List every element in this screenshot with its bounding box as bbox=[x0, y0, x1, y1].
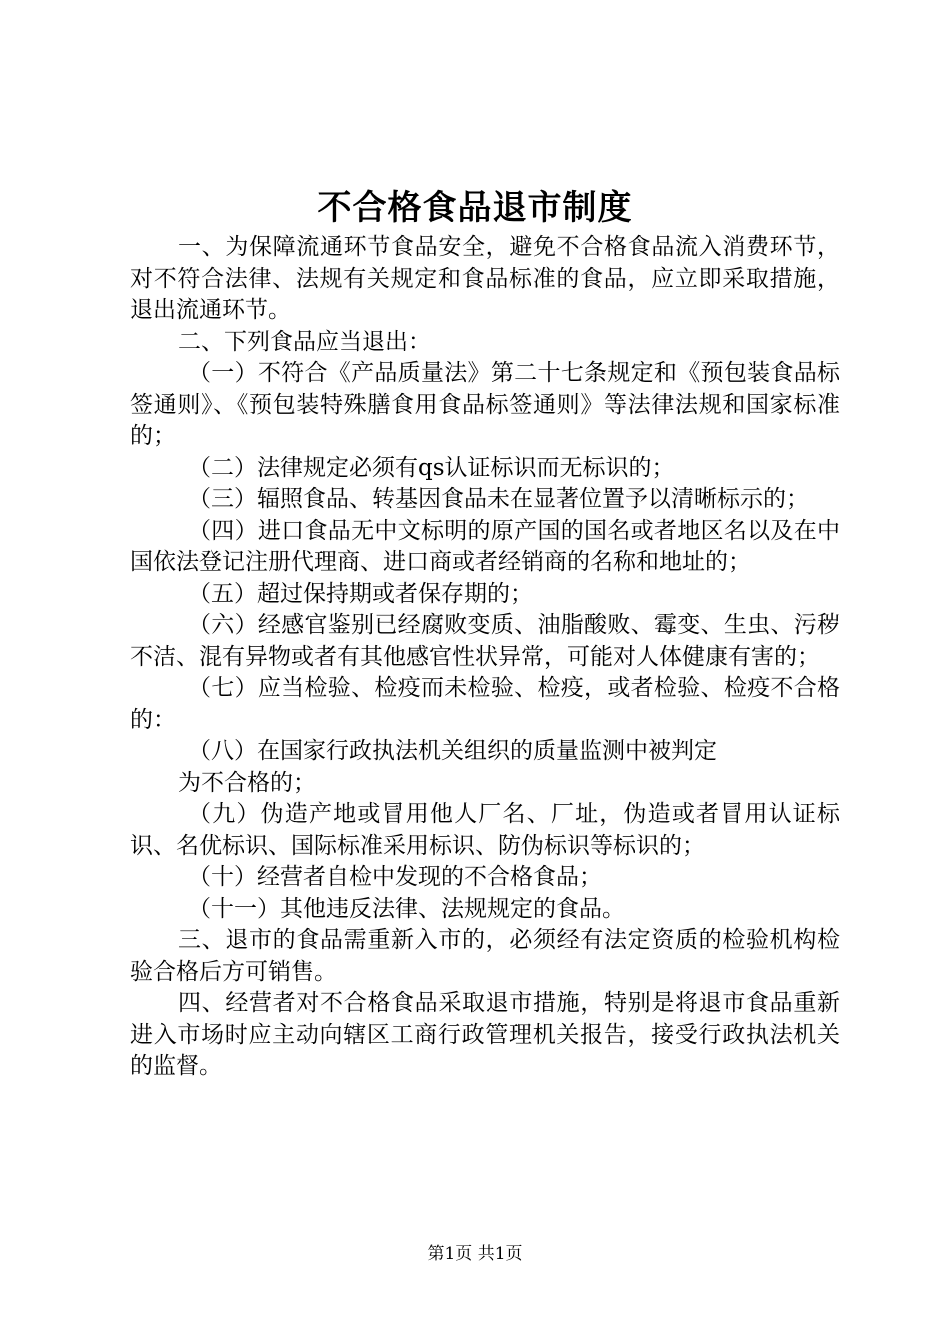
list-item: （三）辐照食品、转基因食品未在显著位置予以清晰标示的； bbox=[188, 486, 809, 512]
list-item: （八）在国家行政执法机关组织的质量监测中被判定 bbox=[188, 738, 717, 764]
paragraph: 四、经营者对不合格食品采取退市措施，特别是将退市食品重新进入市场时应主动向辖区工商行政管理机关报告，接受行政执法机关的监督。 bbox=[130, 990, 840, 1079]
paragraph: 三、退市的食品需重新入市的，必须经有法定资质的检验机构检验合格后方可销售。 bbox=[130, 927, 840, 985]
list-item: （五）超过保持期或者保存期的； bbox=[188, 580, 533, 607]
list-item: （七）应当检验、检疫而未检验、检疫，或者检验、检疫不合格的： bbox=[130, 675, 840, 733]
list-item: （十）经营者自检中发现的不合格食品； bbox=[188, 864, 602, 890]
page-footer: 第1页 共1页 bbox=[427, 1244, 523, 1264]
page-title: 不合格食品退市制度 bbox=[317, 188, 633, 228]
list-item: （十一）其他违反法律、法规规定的食品。 bbox=[188, 895, 625, 922]
document-body bbox=[130, 232, 840, 1083]
list-item: （六）经感官鉴别已经腐败变质、油脂酸败、霉变、生虫、污秽不洁、混有异物或者有其他感官性状异常，可能对人体健康有害的； bbox=[130, 612, 840, 670]
list-item: （二）法律规定必须有qs认证标识而无标识的； bbox=[188, 454, 675, 481]
list-item: （九）伪造产地或冒用他人厂名、厂址，伪造或者冒用认证标识、名优标识、国际标准采用标识、防伪标识等标识的； bbox=[130, 801, 840, 859]
list-item-continuation: 为不合格的； bbox=[178, 769, 316, 796]
list-item: （一）不符合《产品质量法》第二十七条规定和《预包装食品标签通则》、《预包装特殊膳食用食品标签通则》等法律法规和国家标准的； bbox=[130, 360, 840, 449]
paragraph: 一、为保障流通环节食品安全，避免不合格食品流入消费环节，对不符合法律、法规有关规定和食品标准的食品，应立即采取措施，退出流通环节。 bbox=[130, 234, 840, 323]
list-item: （四）进口食品无中文标明的原产国的国名或者地区名以及在中国依法登记注册代理商、进口商或者经销商的名称和地址的； bbox=[130, 517, 840, 575]
paragraph: 二、下列食品应当退出： bbox=[178, 328, 431, 355]
